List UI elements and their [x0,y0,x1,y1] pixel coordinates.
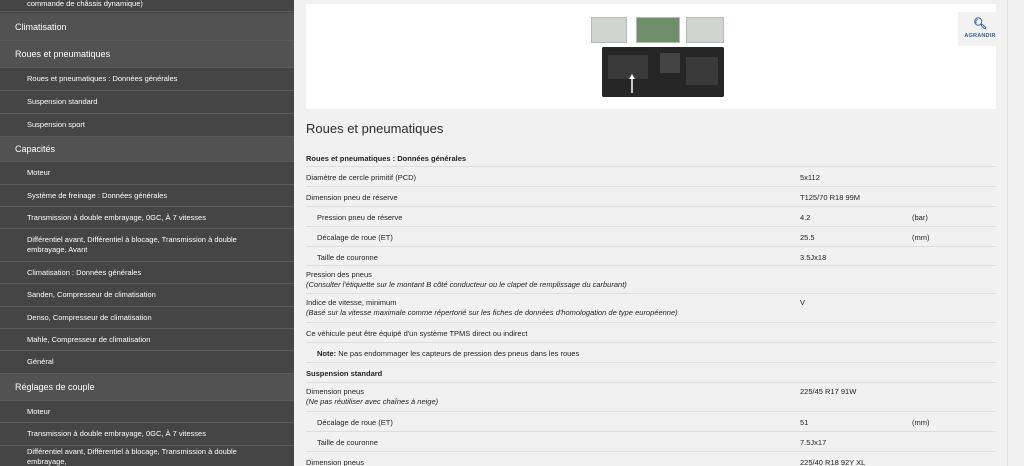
sidebar-item-label: Différentiel avant, Différentiel à blocage, Transmission à double embrayage, [27,446,237,466]
scrollbar[interactable] [1007,0,1024,466]
row-label-text: Ne pas endommager les capteurs de pression des pneus dans les roues [336,349,580,358]
sidebar-item-label: Suspension sport [27,120,85,129]
sidebar-nav [0,0,294,466]
zoom-label: AGRANDIR [964,33,996,39]
sidebar-item[interactable] [0,162,294,185]
sidebar-item[interactable] [0,262,294,284]
sidebar-item-label: Climatisation : Données générales [27,267,142,277]
table-row [306,294,996,323]
row-label [306,387,438,406]
row-label-text: Ce véhicule peut être équipé d'un système TPMS direct ou indirect [306,329,528,338]
row-value: 51 [800,418,809,427]
sidebar-item-label: Transmission à double embrayage, 0GC, À 7 vitesses [27,212,206,222]
note-prefix: Note: [317,349,337,358]
thumbnail-right[interactable] [686,17,724,43]
sidebar-category[interactable] [0,137,294,162]
dashboard-image[interactable] [602,47,724,97]
row-label [306,193,398,202]
sidebar-item-label: Roues et pneumatiques : Données générales [27,74,178,83]
sidebar-item-partial[interactable]: commande de châssis dynamique) [0,0,294,12]
sidebar-item-label: Réglages de couple [15,382,95,392]
row-label [306,329,527,338]
row-note: (Basé sur la vitesse maximale comme répertorié sur les fiches de données d'homologation de type européenne) [306,308,678,317]
row-label-text: Taille de couronne [317,252,378,262]
row-value: 225/45 R17 91W [800,387,857,396]
sidebar-item-label: Sanden, Compresseur de climatisation [27,290,156,299]
table-row [306,343,996,363]
row-label [317,438,378,447]
sidebar-item-label: Général [27,357,54,366]
image-panel [306,4,996,109]
sidebar-category[interactable] [0,41,294,68]
row-unit: (mm) [912,233,930,242]
thumbnail-left[interactable] [591,17,627,43]
sidebar-item[interactable] [0,185,294,207]
row-value: T125/70 R18 99M [800,193,861,202]
row-unit: (bar) [912,213,928,222]
row-label [306,458,364,466]
sidebar-item[interactable] [0,401,294,423]
row-label-text: Décalage de roue (ET) [317,418,393,427]
row-label-text: Pression des pneus [306,270,372,279]
sidebar-item[interactable] [0,68,294,91]
row-label-text: Décalage de roue (ET) [317,233,393,242]
sidebar-item[interactable] [0,207,294,229]
row-label [317,349,579,358]
table-row [306,412,996,432]
row-unit: (mm) [912,418,930,427]
table-row [306,432,996,452]
row-value: 25.5 [800,233,815,242]
sidebar-item[interactable] [0,114,294,137]
zoom-button[interactable] [958,12,1002,46]
sidebar-item-label: Transmission à double embrayage, 0GC, À 7 vitesses [27,429,206,438]
row-label-text: Taille de couronne [317,438,378,447]
main-content [294,0,1007,466]
row-label-text: Suspension standard [306,369,383,378]
row-label [317,418,393,427]
row-value: 7.5Jx17 [800,438,827,447]
sidebar-item-label: Système de freinage : Données générales [27,190,168,200]
table-row [306,323,996,343]
sidebar-item-label: Mahle, Compresseur de climatisation [27,334,151,344]
sidebar-item[interactable] [0,351,294,374]
sidebar-item-label: Moteur [27,168,51,177]
row-label-text: Indice de vitesse, minimum [306,298,397,307]
row-label-text: Dimension pneus [306,458,364,466]
dashboard-drawing [602,47,724,97]
sidebar-category[interactable] [0,13,294,41]
sidebar-item-label: Roues et pneumatiques [15,49,111,59]
row-note: (Consulter l'étiquette sur le montant B côté conducteur ou le clapet de remplissage du carburant) [306,280,627,289]
table-row [306,247,996,266]
row-label [306,298,678,317]
sidebar-item-label: Capacités [15,144,56,154]
table-row [306,227,996,247]
table-row [306,187,996,207]
sidebar-item[interactable] [0,229,294,262]
sidebar-category[interactable] [0,374,294,401]
row-label-text: Dimension pneu de réserve [306,193,398,202]
row-label [306,270,627,289]
row-label [306,369,382,378]
sidebar-item-label: Moteur [27,406,51,416]
table-row [306,266,996,294]
sidebar-item[interactable] [0,423,294,446]
section-title: Roues et pneumatiques [306,121,444,136]
sidebar-item[interactable] [0,307,294,329]
row-note: (Ne pas réutiliser avec chaînes à neige) [306,397,439,406]
sidebar-item[interactable] [0,91,294,114]
sidebar-item-label: Différentiel avant, Différentiel à blocage, Transmission à double embrayage, Avant [27,235,237,254]
row-label-text: Roues et pneumatiques : Données générales [306,154,467,163]
sidebar-item-label: Suspension standard [27,97,98,106]
row-label [317,213,402,222]
table-row [306,167,996,187]
magnifier-icon: 🔍︎ [973,18,987,30]
table-row [306,207,996,227]
row-value: 3.5Jx18 [800,252,827,262]
row-label [306,154,466,163]
row-label-text: Dimension pneus [306,387,364,396]
row-value: V [800,298,806,307]
sidebar-item-label: Climatisation [15,21,67,32]
table-row [306,383,996,412]
table-subheader [306,363,996,383]
table-row [306,452,996,466]
sidebar-item[interactable] [0,446,294,466]
row-label-text: Diamètre de cercle primitif (PCD) [306,173,417,182]
row-label-text: Pression pneu de réserve [317,213,403,222]
row-value: 225/40 R18 92Y XL [800,458,866,466]
sidebar-item[interactable] [0,329,294,351]
row-label [317,233,393,242]
row-label [317,253,378,262]
row-value: 5x112 [800,173,820,182]
sidebar-item[interactable] [0,284,294,307]
table-subheader [306,149,996,167]
row-label [306,173,416,182]
thumbnail-center[interactable] [636,17,680,43]
sidebar-item-label: Denso, Compresseur de climatisation [27,312,152,322]
row-value: 4.2 [800,213,811,222]
